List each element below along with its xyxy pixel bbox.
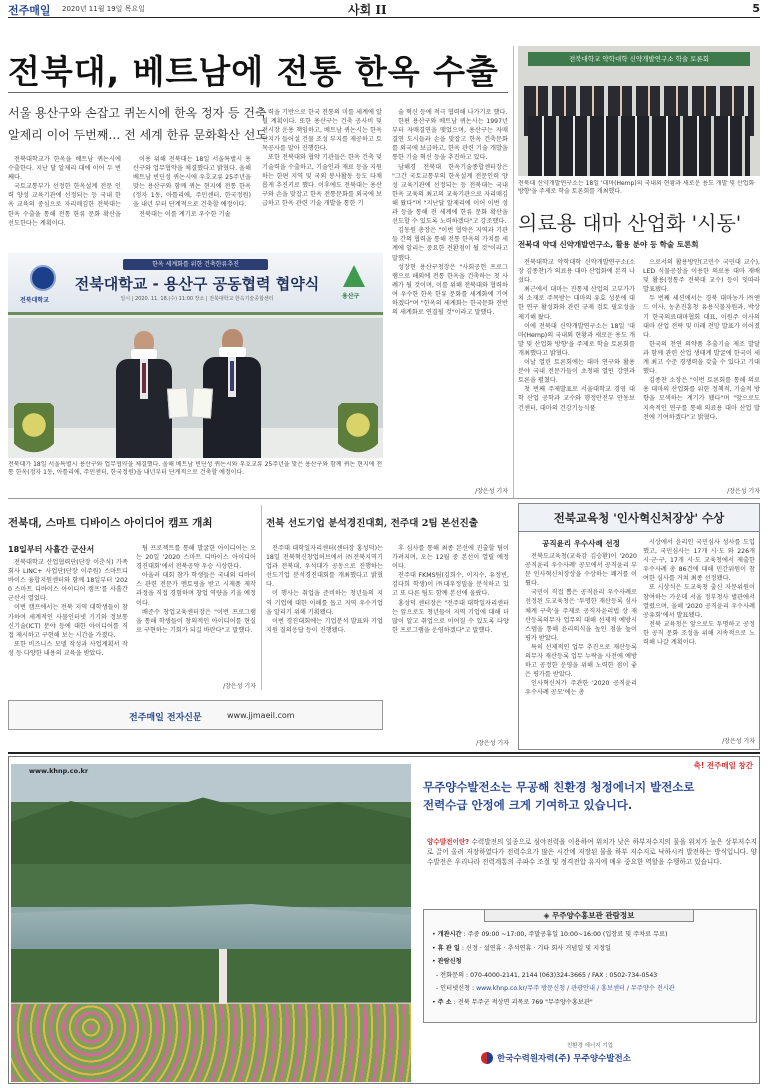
paragraph: 한국의 천연 의약품 추출기술 제조 발달과 함께 관련 산업 생태계 발굴에 한국이 세계 최고 수준 경쟁력을 갖출 수 있다고 기대했다.	[643, 340, 760, 376]
khnp-logo-icon	[481, 1052, 493, 1064]
flower-plant	[14, 403, 54, 458]
ad-headline-2: 전력수급 안정에 크게 기여하고 있습니다.	[423, 798, 633, 812]
paragraph: 인사혁신처가 주관한 '2020 공직윤리 우수사례 공모'에는 총	[525, 680, 637, 697]
camp-body-col2	[136, 544, 256, 680]
paragraph: 전북대학교가 한옥을 베트남 퀴논시에 수출한다. 지난 달 알제리 대에 이어 두 번째다.	[8, 156, 121, 182]
ceremony-banner	[8, 253, 383, 315]
paragraph: 또 시상식은 도교육청 출신 자문위원이 참여하는 가운데 서울 정부청사 별관에서 열렸으며, 올해 '2020 공직윤리 우수사례 공유회'에서 발표됐다.	[643, 584, 755, 619]
main-subhead-2: 알제리 이어 두번째… 전 세계 한류 문화확산 선도	[8, 128, 267, 142]
ad-headline-1: 무주양수발전소는 무공해 친환경 청정에너지 발전소로	[423, 780, 695, 794]
flower-garden	[11, 1004, 411, 1082]
main-byline: /장은성 기자	[475, 488, 508, 495]
paragraph: 후 심사를 통해 최종 본선에 진출할 팀이 가려지며, 오는 12월 중 본선이 열릴 예정이다.	[392, 545, 509, 571]
paragraph: 또한 비즈니스 모델 작성과 사업계획서 작성 등 다양한 내용의 교육을 받았다.	[8, 640, 128, 657]
advertisement	[8, 756, 760, 1084]
paragraph: 국토교통부가 선정한 한옥설계 전문 인력 양성 교육기관에 선정되는 등 국내 한옥 교육의 중심으로 자리매김한 전북대는 한옥 수출을 통해 전통 한류 문화 확산을 선도한다는 계획이다.	[8, 183, 121, 227]
agreement-document	[191, 387, 213, 418]
paragraph: 전북대학교 산업협력단(단장 이춘식) 가족회사 LINC+ 사업단(단장 이주원) 스마트디바이스 융합지원센터와 함께 18일부터 '2020 스마트 디바이스 아이디어 캠프'를 사흘간 군산서 열었다.	[8, 559, 128, 603]
edu-body-col2	[643, 538, 755, 733]
paragraph: 시상에서 윤리인 국민심사 성사를 도입했고, 국민심사는 17개 시·도 와 226개 시·군·구, 17개 시·도 교육청에서 제출한 우수사례 총 86건에 대해 민간위원이 참여한 심사를 거쳐 최종 선정됐다.	[643, 539, 755, 583]
edu-body-col1	[525, 552, 637, 746]
section-name: 사회 II	[348, 3, 387, 17]
web-banner-label: 전주매일 전자신문	[129, 713, 202, 723]
info-row: • 주 소 : 전북 무주군 적상면 괴목로 769 "무주양수홍보관"	[432, 998, 593, 1006]
right-body-col2	[643, 258, 760, 484]
paper-name: 전주매일	[8, 4, 51, 17]
info-row: • 개관시간 : 주중 09:00 ~17:00, 주말공휴일 10:00~16:00 (입장료 및 주차료 무료)	[432, 931, 668, 938]
camp-subhead: 18일부터 사흘간 군산서	[8, 545, 95, 554]
reservoir-landscape-photo	[11, 764, 411, 1082]
paragraph: 최근에서 대마는 진통제 산업의 고부가가치 소재로 주목받는 대마의 유효 성분에 대한 연구 활성화와 관련 규제 검토 필요성을 제기해 왔다.	[518, 286, 635, 321]
issue-date: 2020년 11월 19일 목요일	[62, 5, 145, 13]
paragraph: 남해경 전북대 한옥기술종합센터장은 "그간 국토교통부의 한옥설계 전문인력 양성 교육기관에 선정되는 등 전북대는 국내 한옥 교육의 최고의 교육기관으로 자리매김해 왔다"며 "지난달 알제리에 이어 이번 성과 등을 통해 전 세계에 한류 문화 확산을 선도할 수 있도록 노력하겠다"고 강조했다.	[392, 163, 508, 226]
banner-title-text: 전북대학교 - 용산구 공동협력 협약식	[74, 275, 320, 293]
right-subhead: 전북대 약대 신약개발연구소, 활용 분야 등 학술 토론회	[518, 240, 699, 249]
ad-website[interactable]: www.khnp.co.kr	[29, 767, 89, 775]
web-banner-url[interactable]: www.jjmaeil.com	[227, 711, 295, 720]
paragraph: 김동원 총장은 "이번 협약은 지역과 기관들 간의 협력을 통해 전통 한옥의 가치를 세계에 알리는 중요한 전환점이 될 것"이라고 말했다.	[392, 227, 508, 262]
right-byline: /장은성 기자	[727, 488, 760, 495]
paragraph: 이에 전북대 신약개발연구소는 18일 '대마(Hemp)의 국내외 현황과 새로운 용도 개발 및 산업화 방향'을 주제로 학술 토론회를 개최했다고 밝혔다.	[518, 322, 635, 357]
flower-plant	[338, 403, 378, 458]
headline-rule	[8, 92, 508, 93]
symposium-group-photo	[518, 46, 760, 176]
lake-water	[11, 904, 411, 949]
paragraph: 이용 위해 전북대는 18일 서울특별시 용산구와 업무협약을 체결했다고 밝혔다. 올해 베트남 빈딘성 퀴논시에 우호교류 25주년을 맞는 용산구와 함께 퀴논 현지에 전통 한옥(정자 1동, 아틀리에, 주민센터, 한국정원)을 내년 부터 단계적으로 건축할 예정이다.	[133, 156, 251, 209]
edu-byline: /장은성 기자	[722, 738, 755, 745]
paragraph: 팀 프로젝트를 통해 발굴한 아이디어는 오는 20일 '2020 스마트 디바이스 아이디어 경진대회'에서 전북공약 우승 시상한다.	[136, 545, 256, 571]
main-body-col2	[133, 155, 251, 247]
ad-top-rule	[8, 752, 760, 754]
ad-description-block	[427, 837, 757, 899]
ad-footer-small: 친환경 에너지 기업	[566, 1043, 613, 1049]
info-row: - 인터넷신청 : www.khnp.co.kr/무주 방문신청 / 관광안내 / 홍보센터 / 무주양수 전시관	[435, 985, 675, 992]
section-rule	[8, 498, 760, 499]
paragraph: 두 번째 세션에서는 경북 대마농가 ㈜앤드 이사, 농촌진흥청 유용식물자원과, 박상기 한국의료대마협회 대표, 이원주 이사의 대마 산업 전략 및 미래 전망 발표가 이어졌다.	[643, 295, 760, 339]
paragraph: 전북대학교 약학대학 신약개발연구소(소장 김종찬)가 의료용 대마 산업화에 본격 나섰다.	[518, 259, 635, 285]
mou-ceremony-photo	[8, 253, 383, 458]
paragraph: 첫 번째 주제발표로 서울대학교 경영 대학 산업 공학과 교수와 행정안전부 안동보건센터, 대마의 건강기능식품	[518, 386, 635, 412]
main-body-col4	[392, 108, 508, 491]
paragraph: 성장현 용산구청장은 "사회공헌 프로그램으로 해외에 전통 한옥을 건축하는 첫 사례가 될 것이며, 이를 위해 전북대와 협력하여 우수한 한옥 한류 문화를 세계화에 기여하겠다"며 "한옥의 세계화는 한국문화 전반의 세계화로 연결될 것"이라고 말했다.	[392, 263, 508, 317]
main-body-col3	[262, 108, 382, 248]
agreement-document	[167, 387, 189, 418]
column-rule	[513, 46, 514, 498]
edu-subhead: 공직윤리 우수사례 선정	[542, 539, 620, 548]
edu-headline: 전북교육청 '인사혁신처장상' 수상	[519, 504, 759, 532]
info-row: • 휴 관 일 : 신정 · 설연휴 · 추석연휴 · 기타 회사 거념일 및 지정일	[432, 944, 612, 952]
bio-byline: /장은성 기자	[476, 740, 509, 747]
paragraph: 술 혁신 등에 적극 협력해 나가기로 했다.	[398, 109, 508, 116]
ad-question: 양수발전이란?	[427, 838, 470, 846]
paragraph: 배준수 창업교육센터장은 "이번 프로그램을 통해 학생들이 창의적인 아이디어를 현실로 구현하는 기회가 되길 바란다"고 말했다.	[136, 608, 256, 634]
paragraph: 아울러 대회 참가 학생들은 국내외 디바이스 관련 전문가 멘토링을 받고 시제품 제작 과정을 직접 경험하며 창업 역량을 키울 예정이다.	[136, 572, 256, 607]
page-number: 5	[752, 2, 760, 15]
mountain-ridge	[11, 794, 411, 864]
paragraph: 이번 캠프에서는 전북 지역 대학생들이 참가하여 세계적인 사물인터넷 기기와 정보통신기술(ICT) 분야 등에 대한 아이디어를 직접 제시하고 구현해 보는 시간을 가졌다.	[8, 604, 128, 639]
paragraph: 또한 전북대와 협약 기관들은 한옥 건축 및 기술력을 수출하고, 기술인과 재료 등을 지원하는 한편 지역 및 국외 봉사활동 등도 다채롭게 추진키로 했다. 이후에도 전북대는 용산구와 손을 맞잡고 한옥 전통문화를 외국에 보급하고 한옥 관련 기술 개발을 통한 기	[262, 154, 382, 207]
paragraph: 이날 열린 토론회에는 대마 연구와 활용 분야 국내 전문가들이 초청돼 열띤 강연과 토론을 펼쳤다.	[518, 359, 635, 385]
info-row: - 전화문의 : 070-4000-2141, 2144 (063)324-3665 / FAX : 0502-734-0543	[435, 971, 658, 979]
column-rule	[261, 505, 262, 690]
right-headline: 의료용 대마 산업화 '시동'	[518, 211, 742, 235]
paragraph: 전북 교육청은 앞으로도 투명하고 공정한 공직 문화 조성을 위해 지속적으로 노력해 나갈 계획이다.	[643, 620, 755, 647]
page-header	[8, 0, 760, 18]
visitor-info-box	[423, 909, 757, 1023]
paragraph: 전주대 대학일자리센터(센터장 홍성덕)는 18일 전북혁신창업허브에서 ㈜전북지역기업과 전북대, 우석대가 공동으로 진행하는 선도기업 분석경진대회를 개최했다고 밝혔다.	[266, 545, 383, 589]
person-left	[116, 331, 172, 458]
info-list	[432, 928, 752, 1009]
main-body-col1	[8, 155, 121, 247]
paragraph: 국민이 직접 뽑은 공직윤리 우수사례로 선정된 도교육청은 '투명한 재산등록 심사체계 구축'을 주제로 공직자윤리법 상 재산등록의무자 업무의 대해 선제적 예방시스템을 통해 윤리의식을 높인 점을 높이 평가 받았다.	[525, 589, 637, 642]
right-body-col1	[518, 258, 635, 490]
right-logo-text: 용산구	[342, 293, 360, 300]
paragraph: 김종찬 소장은 "이번 토론회를 통해 의료용 대마의 산업화를 위한 정책적, 기술적 방향을 모색하는 계기가 됐다"며 "앞으로도 지속적인 연구를 통해 의료용 대마 산업 발전에 기여하겠다"고 밝혔다.	[643, 377, 760, 421]
paragraph: 이 행사는 취업을 준비하는 청년들의 지역 기업에 대한 이해를 돕고 지역 우수기업을 알리기 위해 기획됐다.	[266, 590, 383, 616]
camp-byline: /장은성 기자	[223, 683, 256, 690]
banner-sub-text: 일시 | 2020. 11. 18.(수) 11:00 장소 | 전북대학교 한옥기술종합센터	[120, 296, 274, 302]
symposium-caption: 전북대 신약개발연구소는 18일 '대마(Hemp)의 국내외 현황과 새로운 용도 개발 및 산업화 방향'을 주제로 학술 토론회를 개최했다.	[518, 180, 755, 196]
left-logo-text: 전북대학교	[20, 297, 49, 304]
symposium-banner: 전북대학교 약학대학 신약개발연구소 학술 토론회	[528, 52, 750, 66]
paragraph: 홍성덕 센터장은 "전주대 대학일자리센터는 앞으로도 청년들이 지역 기업에 대해 더 많이 알고 취업으로 이어질 수 있도록 다양한 프로그램을 운영하겠다"고 말했다.	[392, 599, 509, 634]
main-subhead-1: 서울 용산구와 손잡고 퀴논시에 한옥 정자 등 건축	[8, 106, 267, 120]
info-row: • 관람신청	[432, 958, 462, 965]
paragraph: 력을 기반으로 한국 전통의 미를 세계에 알릴 계획이다. 또한 용산구는 건축 공사비 및 전시장 운용 책임하고, 베트남 퀴논시는 한옥단지가 들어설 건물 조성 부지를 제공하고 토목공사를 맡아 진행한다.	[262, 109, 382, 153]
monument-tower	[219, 949, 227, 1009]
paragraph: 전주대 FKMS팀(김희수, 이지수, 유정빈, 김다희 학생)이 ㈜대우정밀을 분석하고 있고 또 다른 팀도 함께 본선에 올랐다.	[392, 572, 509, 598]
district-emblem-icon	[343, 265, 365, 287]
camp-headline: 전북대, 스마트 디바이스 아이디어 캠프 개최	[8, 517, 213, 529]
main-photo-caption: 전북대가 18일 서울특별시 용산구와 업무협약을 체결했다. 올해 베트남 빈딘성 퀴논시와 우호교류 25주년을 맞은 용산구와 함께 퀴논 현지에 전통 한옥(정자 1동, 아틀리에, 주민센터, 한국정원)을 내년부터 단계적으로 건축할 예정이다.	[8, 461, 383, 477]
bio-body-col2	[392, 544, 509, 734]
paragraph: 으로서의 활용방안(고민수 국민대 교수), LED 식물공장을 이용한 의료용 대마 재배 및 활용(정통주 전북대 교수) 등이 잇따라 발표됐다.	[643, 259, 760, 294]
web-edition-banner[interactable]	[8, 700, 383, 730]
paragraph: 전북대는 이를 계기로 우수한 기술	[139, 210, 231, 218]
banner-small-text: 한옥 세계화를 위한 건축한류추진	[123, 259, 268, 270]
bio-body-col1	[266, 544, 383, 694]
paragraph: 이번 경진대회에는 기업분석 발표와 기업 지원 질의응답 등이 진행됐다.	[266, 617, 383, 634]
ad-description: 수력발전의 일종으로 심야전력을 이용하여 위치가 낮은 하부저수지의 물을 위치가 높은 상부저수지로 끌어 올려 저장하였다가 전력수요가 많은 시간에 저장된 물을 하부 저수지로 낙하시켜 발전하는 방식입니다. 양수발전은 우리나라 전력계통의 주파수 조절 및 정격전압 유지에 매우 중요한 역할을 수행하고 있습니다.	[427, 838, 757, 866]
paragraph: 한편 용산구와 베트남 퀴논시는 1997년부터 자매결연을 맺었으며, 용산구는 자매결연 도시들과 손을 맞잡고 한옥 건축문화를 외국에 보급하고, 한옥 관련 기술 개발을 통한 기술 혁신 등을 추진하고 있다.	[392, 118, 508, 162]
ad-congrats: 축! 전주매일 창간	[693, 761, 753, 770]
edu-article-box	[518, 503, 760, 750]
ad-company: 한국수력원자력(주) 무주양수발전소	[497, 1054, 631, 1064]
info-title: ◈ 무주양수홍보관 관람정보	[484, 909, 694, 922]
university-emblem-icon	[30, 265, 56, 291]
camp-body-col1	[8, 558, 128, 688]
paragraph: 전북도교육청(교육감 김승환)이 '2020 공직윤리 우수사례' 공모에서 공직윤리 부문 인사혁신처장상을 수상하는 쾌거를 이뤘다.	[525, 553, 637, 588]
paragraph: 특히 선제적인 업무 추진으로 재산등록의무자 재산등록 업무 누락을 사전에 예방하고 공정한 운영을 위해 노력한 점이 좋은 평가를 받았다.	[525, 643, 637, 679]
bio-headline: 전북 선도기업 분석경진대회, 전주대 2팀 본선진출	[266, 518, 479, 529]
main-headline: 전북대, 베트남에 전통 한옥 수출	[8, 52, 499, 91]
group-front-row	[528, 116, 750, 176]
